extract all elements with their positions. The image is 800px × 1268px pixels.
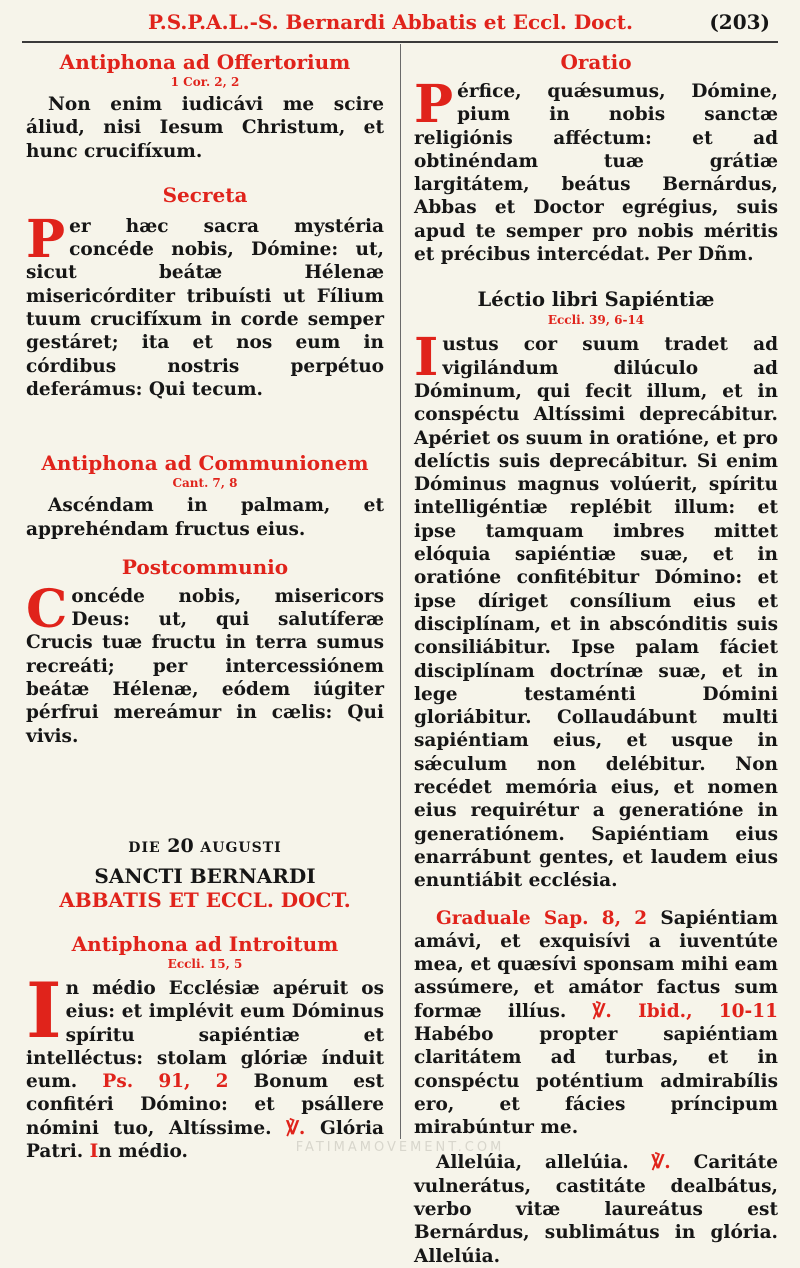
gradual-section [414, 907, 778, 1140]
lesson-body [414, 327, 778, 892]
collect-section [414, 50, 778, 266]
alleluia-text: Allelúia, allelúia. [436, 1152, 629, 1174]
communion-section [26, 451, 384, 541]
column-divider [400, 44, 401, 1139]
lesson-text: ustus cor suum tradet ad vigilándum dilúculo ad Dóminum, qui fecit illum, et in conspéctu Altíssimi deprecábitur. Apériet os suum in oratióne, et pro delíctis suis deprecábitur. Si enim Dóminus magnus volúerit, spíritu intelligéntiæ replébit illum: et ipse tamquam imbres mittet elóquia sapiéntiæ suæ, et in oratióne confitébitur Dómino: et ipse díriget consílium eius et disciplínam, et in abscónditis suis consiliábitur. Ipse palam fáciet disciplínam doctrínæ suæ, et in lege testaménti Dómini gloriábitur. Collaudábunt multi sapiéntiam eius, et usque in sǽculum non delébitur. Non recédet memória eius, et nomen eius requirétur a generatióne in generatiónem. Sapiéntiam eius enarrábunt gentes, et laudem eius enuntiábit ecclésia. [414, 334, 778, 892]
lesson-reference: Eccli. 39, 6-14 [547, 313, 645, 328]
page-number: (203) [709, 10, 770, 34]
introit-reference: Eccli. 15, 5 [167, 956, 243, 971]
versicle-icon: ℣. [286, 1117, 306, 1139]
alleluia-verse: Caritáte vulnerátus, castitáte dealbátus, verbo vitæ laureátus est Bernárdus, sublimátus in glória. Allelúia. [414, 1152, 778, 1267]
postcommunion-heading: Postcommunio [121, 554, 289, 579]
secret-body [26, 208, 384, 401]
secret-drop-cap: P [26, 208, 66, 270]
lesson-section [414, 288, 778, 892]
page-header [0, 0, 800, 42]
alleluia-section [414, 1151, 778, 1267]
collect-body [414, 74, 778, 266]
collect-text: érfice, quǽsumus, Dómine, pium in nobis sanctæ religiónis afféctum: et ad obtinéndam tuæ grátiæ largitátem, beátus Bernárdus, Abbas et Doctor egrégius, suis apud te semper pro nobis méritis et précibus intercédat. Per Dñm. [414, 81, 778, 266]
gradual-text: Sapiéntiam amávi, et exquisívi a iuventúte mea, et quæsívi sponsam mihi eam assúmere, et amátor factus sum formæ illíus. [414, 907, 778, 1022]
gradual-body [414, 907, 778, 1140]
gradual-label: Graduale Sap. 8, 2 [436, 907, 648, 929]
introit-gloria: Glória Patri. [26, 1117, 384, 1163]
lesson-heading: Léctio libri Sapiéntiæ [477, 288, 715, 312]
communion-reference: Cant. 7, 8 [172, 476, 238, 491]
versicle-icon: ℣. [592, 1000, 612, 1022]
right-column [414, 50, 778, 1268]
gradual-verse-ref: Ibid., 10-11 [638, 1000, 778, 1022]
introit-heading: Antiphona ad Introitum [71, 931, 339, 956]
running-title: P.S.P.A.L.-S. Bernardi Abbatis et Eccl. Doct. [148, 10, 633, 34]
alleluia-body [414, 1151, 778, 1267]
feast-saint-name: SANCTI BERNARDI [94, 863, 316, 888]
versicle-icon: ℣. [651, 1152, 671, 1174]
postcommunion-body [26, 578, 384, 748]
collect-drop-cap: P [414, 74, 454, 135]
feast-month: AUGUSTI [200, 839, 282, 856]
introit-antiphon: n médio Ecclésiæ apéruit os eius: et implévit eum Dóminus spíritu sapiéntiæ et intelléctus: stolam glóriæ índuit eum. [26, 977, 384, 1093]
feast-date [26, 834, 384, 860]
postcommunion-text: oncéde nobis, misericors Deus: ut, qui salutíferæ Crucis tuæ fructu in terra sumus recreáti; per intercessiónem beátæ Hélenæ, eódem iúgiter pérfrui mereámur in cælis: Qui vivis. [26, 585, 384, 747]
collect-heading: Oratio [560, 50, 632, 74]
secret-section [26, 183, 384, 401]
introit-repeat-text: n médio. [98, 1141, 188, 1163]
introit-repeat-initial: I [89, 1141, 99, 1163]
postcommunion-drop-cap: C [26, 578, 68, 640]
feast-die: DIE [128, 839, 161, 856]
offertory-text: Non enim iudicávi me scire áliud, nisi Iesum Christum, et hunc crucifíxum. [26, 94, 384, 162]
communion-heading: Antiphona ad Communionem [41, 451, 369, 476]
introit-drop-cap: I [26, 965, 62, 1055]
introit-psalm-ref: Ps. 91, 2 [102, 1071, 229, 1093]
gradual-verse-text: Habébo propter sapiéntiam claritátem ad turbas, et in conspéctu poténtium admirabílis ero, et fácies príncipum mirabúntur me. [414, 1023, 778, 1139]
offertory-heading: Antiphona ad Offertorium [59, 50, 351, 74]
offertory-reference: 1 Cor. 2, 2 [170, 75, 240, 89]
secret-heading: Secreta [162, 182, 248, 207]
introit-body [26, 965, 384, 1163]
communion-text: Ascéndam in palmam, et apprehéndam fructus eius. [26, 495, 384, 540]
introit-psalm-text: Bonum est confitéri Dómino: et psállere nómini tuo, Altíssime. [26, 1071, 384, 1139]
introit-section [26, 932, 384, 1163]
feast-day: 20 [167, 834, 194, 857]
feast-saint-title: ABBATIS ET ECCL. DOCT. [59, 887, 351, 912]
postcommunion-section [26, 555, 384, 748]
lesson-drop-cap: I [414, 327, 439, 389]
secret-text: er hæc sacra mystéria concéde nobis, Dómine: ut, sicut beátæ Hélenæ misericórditer tribuísti ut Fílium tuum crucifíxum in corde semper gestáret; ita et nos eum in córdibus nostris perpétuo deferámus: Qui tecum. [26, 215, 384, 400]
offertory-section [26, 50, 384, 163]
feast-title-block [26, 834, 384, 912]
left-column [26, 50, 384, 1163]
header-rule [22, 41, 778, 43]
watermark: FATIMAMOVEMENT.COM [295, 1140, 505, 1155]
